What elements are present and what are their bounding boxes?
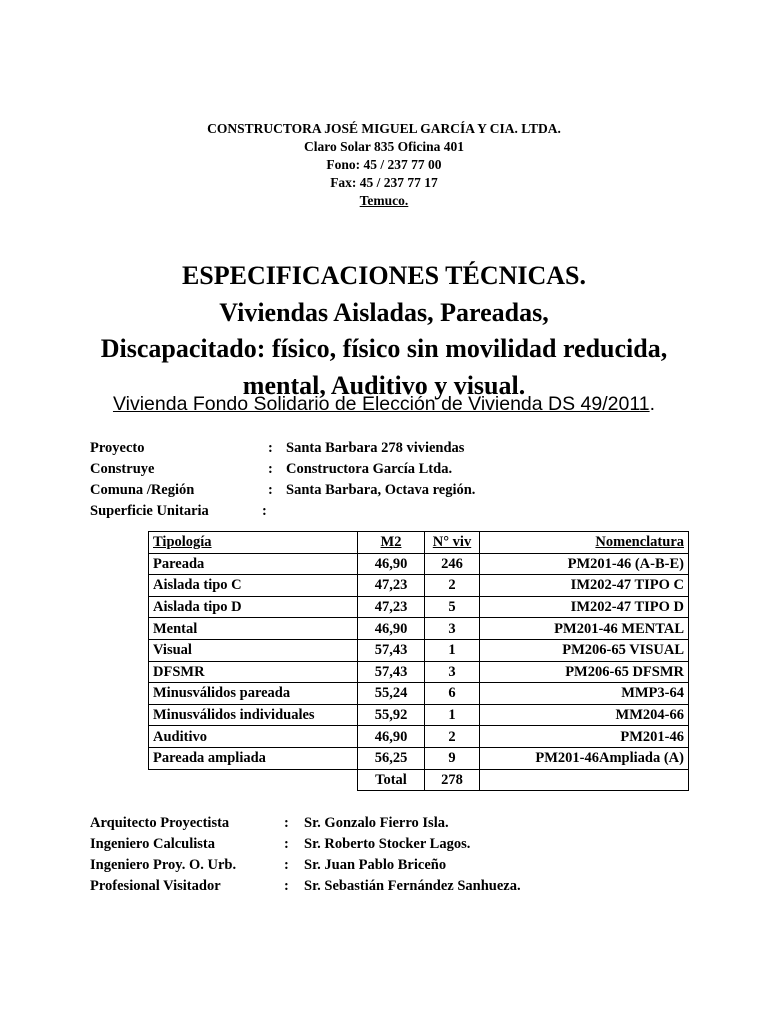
header-tipologia: Tipología xyxy=(149,532,358,554)
cell-nomenclatura: PM201-46 xyxy=(480,726,689,748)
cell-empty xyxy=(480,769,689,791)
cell-m2: 46,90 xyxy=(358,726,425,748)
cell-nomenclatura: PM201-46 (A-B-E) xyxy=(480,553,689,575)
professional-role: Arquitecto Proyectista xyxy=(90,815,230,831)
company-name: CONSTRUCTORA JOSÉ MIGUEL GARCÍA Y CIA. LTDA. xyxy=(207,121,561,136)
cell-m2: 57,43 xyxy=(358,639,425,661)
cell-tipologia: Aislada tipo C xyxy=(149,575,358,597)
table-row xyxy=(149,683,689,705)
total-label: Total xyxy=(358,769,425,791)
professional-name: Sr. Juan Pablo Briceño xyxy=(304,857,447,873)
header-m2: M2 xyxy=(358,532,425,554)
cell-m2: 47,23 xyxy=(358,575,425,597)
cell-tipologia: Minusválidos individuales xyxy=(149,704,358,726)
company-city: Temuco. xyxy=(359,193,409,208)
table-row xyxy=(149,704,689,726)
subtitle-period: . xyxy=(649,393,656,415)
cell-num-viv: 6 xyxy=(425,683,480,705)
professional-role: Profesional Visitador xyxy=(90,878,221,894)
info-separator: : xyxy=(268,482,273,498)
info-separator: : xyxy=(268,440,273,456)
cell-m2: 46,90 xyxy=(358,618,425,640)
professional-role: Ingeniero Calculista xyxy=(90,836,215,852)
company-phone: Fono: 45 / 237 77 00 xyxy=(326,157,442,172)
housing-types-table xyxy=(148,531,689,791)
cell-m2: 46,90 xyxy=(358,553,425,575)
cell-nomenclatura: PM201-46Ampliada (A) xyxy=(480,747,689,769)
table-row xyxy=(149,639,689,661)
company-header xyxy=(0,120,768,210)
info-separator: : xyxy=(268,461,273,477)
cell-m2: 47,23 xyxy=(358,596,425,618)
title-line-4: mental, Auditivo y visual. xyxy=(242,370,526,400)
header-nomenclatura: Nomenclatura xyxy=(480,532,689,554)
table-row xyxy=(149,575,689,597)
cell-num-viv: 246 xyxy=(425,553,480,575)
table-row xyxy=(149,553,689,575)
cell-nomenclatura: IM202-47 TIPO C xyxy=(480,575,689,597)
cell-tipologia: Auditivo xyxy=(149,726,358,748)
cell-nomenclatura: MM204-66 xyxy=(480,704,689,726)
document-title xyxy=(0,258,768,404)
company-address: Claro Solar 835 Oficina 401 xyxy=(303,139,464,154)
info-value: Santa Barbara, Octava región. xyxy=(286,482,476,498)
table-total-row xyxy=(149,769,689,791)
cell-tipologia: Minusválidos pareada xyxy=(149,683,358,705)
cell-nomenclatura: PM206-65 VISUAL xyxy=(480,639,689,661)
cell-m2: 56,25 xyxy=(358,747,425,769)
total-value: 278 xyxy=(425,769,480,791)
cell-nomenclatura: MMP3-64 xyxy=(480,683,689,705)
cell-num-viv: 3 xyxy=(425,618,480,640)
cell-num-viv: 9 xyxy=(425,747,480,769)
table-header-row xyxy=(149,532,689,554)
cell-num-viv: 5 xyxy=(425,596,480,618)
professional-name: Sr. Sebastián Fernández Sanhueza. xyxy=(304,878,521,894)
table-row xyxy=(149,747,689,769)
professional-separator: : xyxy=(284,836,289,852)
cell-num-viv: 2 xyxy=(425,575,480,597)
title-main: ESPECIFICACIONES TÉCNICAS. xyxy=(181,261,587,290)
cell-tipologia: Aislada tipo D xyxy=(149,596,358,618)
cell-nomenclatura: PM206-65 DFSMR xyxy=(480,661,689,683)
professional-name: Sr. Gonzalo Fierro Isla. xyxy=(304,815,449,831)
cell-nomenclatura: IM202-47 TIPO D xyxy=(480,596,689,618)
document-subtitle xyxy=(0,393,768,416)
company-fax: Fax: 45 / 237 77 17 xyxy=(330,175,438,190)
header-num-viv: N° viv xyxy=(425,532,480,554)
info-value: Santa Barbara 278 viviendas xyxy=(286,440,465,456)
subtitle-text: Vivienda Fondo Solidario de Elección de Vivienda DS 49/2011 xyxy=(112,393,650,415)
professional-role: Ingeniero Proy. O. Urb. xyxy=(90,857,237,873)
title-line-3: Discapacitado: físico, físico sin movilidad reducida, xyxy=(100,334,668,363)
cell-empty xyxy=(149,769,358,791)
cell-m2: 55,24 xyxy=(358,683,425,705)
professional-name: Sr. Roberto Stocker Lagos. xyxy=(304,836,471,852)
cell-tipologia: Visual xyxy=(149,639,358,661)
table-row xyxy=(149,661,689,683)
cell-num-viv: 2 xyxy=(425,726,480,748)
info-label: Comuna /Región xyxy=(90,482,195,498)
cell-tipologia: DFSMR xyxy=(149,661,358,683)
info-value: Constructora García Ltda. xyxy=(286,461,453,477)
cell-num-viv: 3 xyxy=(425,661,480,683)
table-row xyxy=(149,618,689,640)
table-row xyxy=(149,726,689,748)
cell-nomenclatura: PM201-46 MENTAL xyxy=(480,618,689,640)
table-row xyxy=(149,596,689,618)
cell-tipologia: Mental xyxy=(149,618,358,640)
cell-m2: 57,43 xyxy=(358,661,425,683)
cell-num-viv: 1 xyxy=(425,704,480,726)
title-line-2: Viviendas Aisladas, Pareadas, xyxy=(219,297,549,327)
professional-separator: : xyxy=(284,857,289,873)
info-label: Construye xyxy=(90,461,155,477)
cell-m2: 55,92 xyxy=(358,704,425,726)
professional-separator: : xyxy=(284,878,289,894)
info-separator: : xyxy=(262,503,267,519)
professional-separator: : xyxy=(284,815,289,831)
info-label: Superficie Unitaria xyxy=(90,503,209,519)
info-label: Proyecto xyxy=(90,440,145,456)
cell-tipologia: Pareada ampliada xyxy=(149,747,358,769)
cell-num-viv: 1 xyxy=(425,639,480,661)
cell-tipologia: Pareada xyxy=(149,553,358,575)
